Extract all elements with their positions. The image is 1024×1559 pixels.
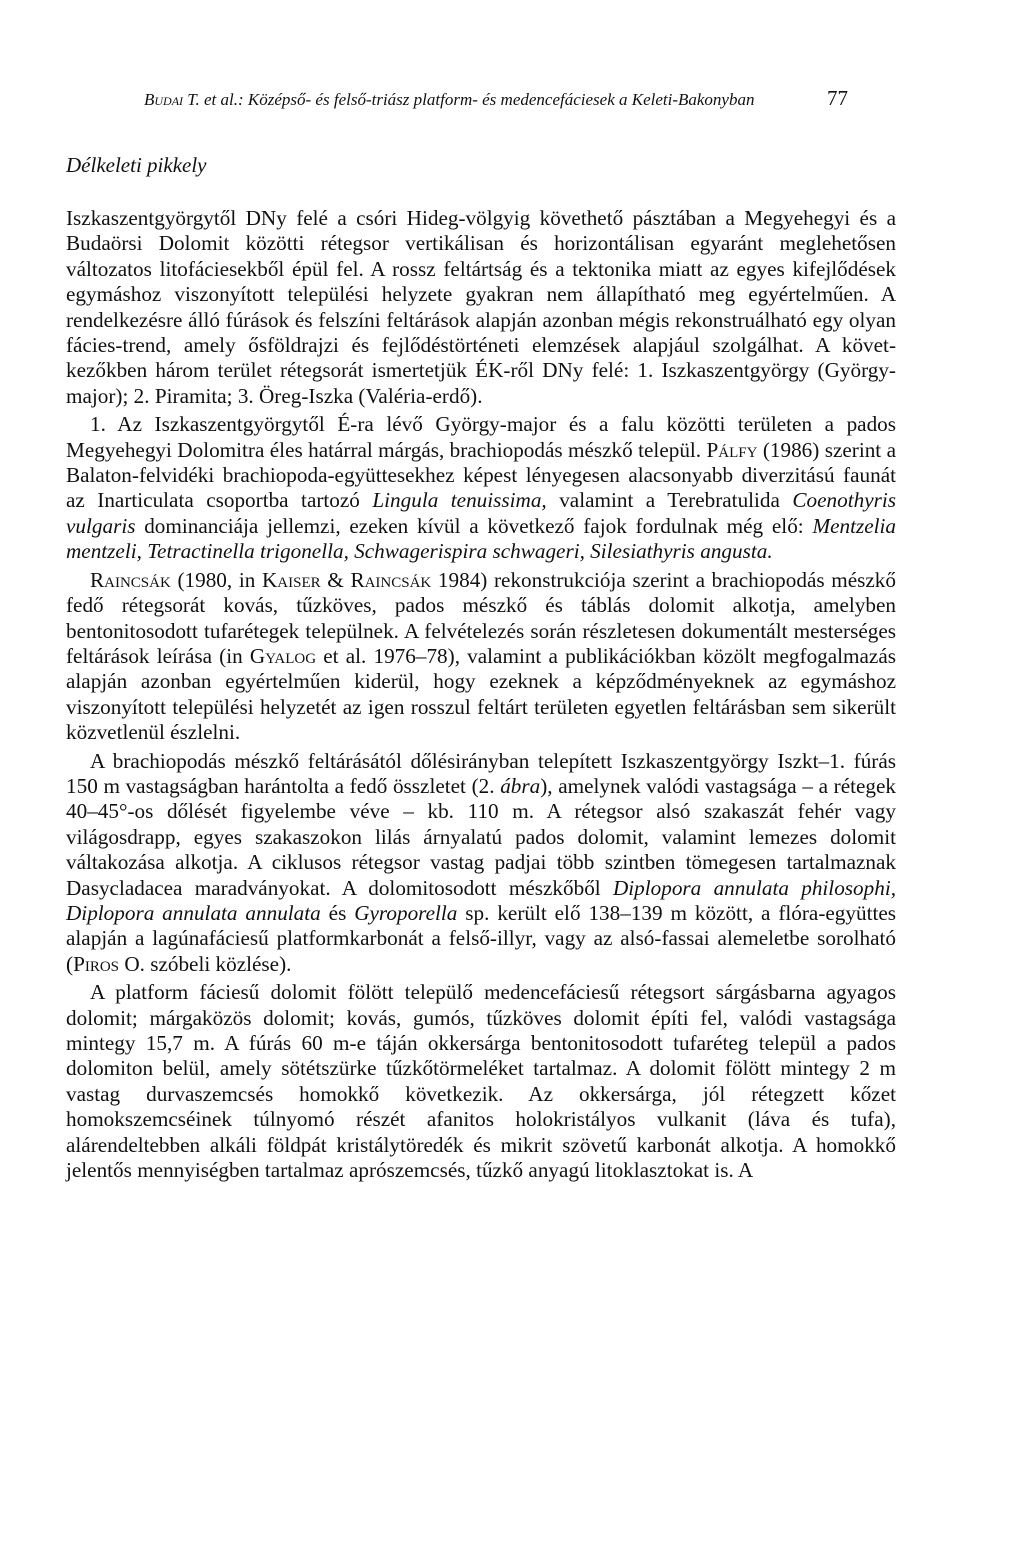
p2-text-a: 1. Az Iszkaszentgyörgytől É-ra lévő György-major és a falu közötti területen a pados Megyehegyi Dolomitra éles határral márgás, brachiopodás mészkő települ. (66, 412, 896, 462)
p4-species-diplopora: Diplopora annulata philosophi, Diplopora annulata annulata (66, 875, 896, 925)
paragraph-3 (66, 568, 896, 746)
p3-author-raincsak-1: Raincsák (90, 567, 171, 592)
p3-text-a: (1980, in (170, 567, 262, 592)
header-etal: et al.: (199, 90, 248, 109)
paragraph-2 (66, 412, 896, 564)
page-number: 77 (827, 86, 848, 110)
p2-species-lingula: Lingula tenuissima, (372, 488, 547, 513)
header-title: Középső- és felső-triász platform- és medencefáciesek a Keleti-Bakonyban (247, 90, 755, 109)
p4-text-e: O. szóbeli közlése). (119, 951, 292, 976)
p2-text-b: (1986) szerint a Balaton-felvidéki brachiopoda-együttesekhez képest lényegesen alacsonyabb diverzitású faunát az Inarticulata csoportba tartozó (66, 437, 896, 513)
header-author: Budai T. (144, 90, 200, 109)
p4-text-d: sp. került elő 138–139 m között, a flóra-együttes alapján a lagúnafáciesű platformkarbonát a felső-illyr, vagy az alsó-fassai alemeletbe sorolható ( (66, 900, 896, 976)
p4-text-c: és (320, 900, 355, 925)
p3-text-b: 1984) rekonstrukciója szerint a brachiopodás mészkő fedő rétegsorát kovás, tűzköves, pados mészkő és táblás dolomit alkotja, amelyben bentonitosodott tufarétegek települnek. A felvételezés során részletesen dokumentált mesterséges feltárások leírása (in (66, 567, 896, 668)
p2-species-list: Mentzelia mentzeli, Tetractinella trigonella, Schwagerispira schwageri, Silesiathyris angusta. (66, 513, 896, 564)
p4-author-piros: Piros (73, 951, 120, 976)
p2-species-coenothyris: Coenothyris vulgaris (66, 488, 896, 538)
running-head (66, 86, 896, 111)
running-head-title (144, 90, 754, 110)
paragraph-4 (66, 749, 896, 978)
p3-text-c: et al. 1976–78), valamint a publikációkban közölt megfogalmazás alapján azonban egyértelműen kiderül, hogy ezeknek a képződményeknek az egymáshoz viszonyított települési helyzetét az igen rosszul feltárt területen egyetlen feltárásban sem sikerült közvetlenül észlelni. (66, 643, 896, 745)
p3-author-raincsak-2: Raincsák (350, 567, 432, 592)
p4-species-gyroporella: Gyroporella (354, 900, 458, 925)
section-title: Délkeleti pikkely (66, 153, 207, 177)
p2-text-d: dominanciája jellemzi, ezeken kívül a következő fajok fordulnak még elő: (135, 513, 813, 538)
p4-text-a: A brachiopodás mészkő feltárásától dőlésirányban telepített Iszkaszentgyörgy Iszkt–1. fúrás 150 m vastagságban harántolta a fedő összletet (2. (66, 748, 896, 798)
page (66, 86, 896, 1183)
p2-text-c: valamint a Terebratulida (546, 488, 793, 513)
p3-author-gyalog: Gyalog (249, 643, 317, 668)
paragraph-1: Iszkaszentgyörgytől DNy felé a csóri Hideg-völgyig követhető pásztában a Megyehegyi és a Budaörsi Dolomit közötti rétegsor vertikálisan és horizontálisan egyaránt meglehetősen változatos litofáciesekből épül fel. A rossz feltártság és a tektonika miatt az egyes kifejlődések egymáshoz viszonyított települési helyzete gyakran nem állapítható meg egyértelműen. A rendelkezésre álló fúrások és felszíni feltárások alapján azonban mégis rekonstruálható egy olyan fácies-trend, amely ősföldrajzi és fejlődéstörténeti elemzések alapjául szolgálhat. A következőkben három terület rétegsorát ismertetjük ÉK-ről DNy felé: 1. Iszkaszentgyörgy (György-major); 2. Piramita; 3. Öreg-Iszka (Valéria-erdő). (66, 206, 896, 408)
p3-author-kaiser: Kaiser (262, 567, 321, 592)
p2-author-palfy: Pálfy (706, 437, 758, 462)
paragraph-5: A platform fáciesű dolomit fölött települő medencefáciesű rétegsort sárgásbarna agyagos dolomit; márgaközös dolomit; kovás, gumós, tűzköves dolomit építi fel, valódi vastagsága mintegy 15,7 m. A fúrás 60 m-e táján okkersárga bentonitosodott tufaréteg települ a pados dolomiton belül, amely sötétszürke tűzkőtörmeléket tartalmaz. A dolomit fölött mintegy 2 m vastag durvaszemcsés homokkő következik. Az okkersárga, jól rétegzett kőzet homokszemcséinek túlnyomó részét afanitos holokristályos vulkanit (láva és tufa), alárendeltebben alkáli földpát kristálytöredék és mikrit szövetű karbonát alkotja. A homokkő jelentős mennyiségben tartalmaz aprószemcsés, tűzkő anyagú litoklasztokat is. A (66, 980, 896, 1183)
p4-text-b: ), amelynek valódi vastagsága – a rétegek 40–45°-os dőlését figyelembe véve – kb. 110 m. A rétegsor alsó szakaszát fehér vagy világosdrapp, egyes szakaszokon lilás árnyalatú pados dolomit, valamint lemezes dolomit váltakozása alkotja. A ciklusos rétegsor vastag padjai több szintben tömegesen tartalmaznak Dasycladacea maradványokat. A dolomitosodott mészkőből (66, 773, 896, 900)
p4-figure-ref: ábra (500, 773, 541, 798)
body-text (66, 206, 896, 1183)
p3-amp: & (320, 567, 351, 592)
